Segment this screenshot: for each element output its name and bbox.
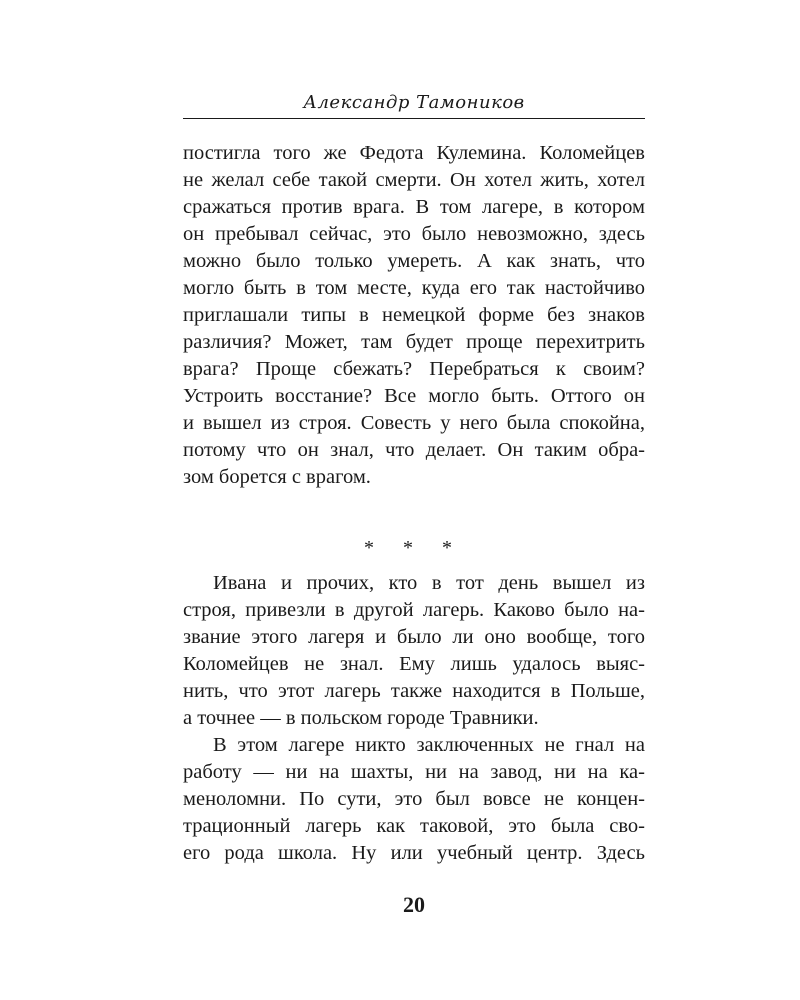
text-line: звание этого лагеря и было ли оно вообще, того [183, 626, 645, 648]
text-line: Коломейцев не знал. Ему лишь удалось выяс- [183, 653, 645, 675]
text-line: В этом лагере никто заключенных не гнал на [213, 734, 645, 756]
text-line: его рода школа. Ну или учебный центр. Здесь [183, 842, 645, 864]
text-line: приглашали типы в немецкой форме без знаков [183, 304, 645, 326]
text-line: и вышел из строя. Совесть у него была спокойна, [183, 412, 645, 434]
text-line: а точнее — в польском городе Травники. [183, 707, 539, 729]
text-line: строя, привезли в другой лагерь. Каково было на- [183, 599, 645, 621]
text-line: меноломни. По сути, это был вовсе не концен- [183, 788, 645, 810]
text-line: Устроить восстание? Все могло быть. Оттого он [183, 385, 645, 407]
text-line: можно было только умереть. А как знать, что [183, 250, 645, 272]
text-line: постигла того же Федота Кулемина. Коломейцев [183, 142, 645, 164]
section-separator: * * * [364, 537, 464, 559]
text-line: он пребывал сейчас, это было невозможно, здесь [183, 223, 645, 245]
running-header-author: Александр Тамоников [303, 92, 525, 113]
text-line: потому что он знал, что делает. Он таким обра- [183, 439, 645, 461]
text-line: могло быть в том месте, куда его так настойчиво [183, 277, 645, 299]
page-number: 20 [403, 892, 425, 917]
header-rule [183, 118, 645, 119]
text-line: работу — ни на шахты, ни на завод, ни на ка- [183, 761, 645, 783]
text-line: нить, что этот лагерь также находится в Польше, [183, 680, 645, 702]
text-line: Ивана и прочих, кто в тот день вышел из [213, 572, 645, 594]
text-line: различия? Может, там будет проще перехитрить [183, 331, 645, 353]
text-line: зом борется с врагом. [183, 466, 371, 488]
text-line: сражаться против врага. В том лагере, в котором [183, 196, 645, 218]
text-line: трационный лагерь как таковой, это была сво- [183, 815, 645, 837]
text-line: врага? Проще сбежать? Перебраться к своим? [183, 358, 645, 380]
text-line: не желал себе такой смерти. Он хотел жить, хотел [183, 169, 645, 191]
